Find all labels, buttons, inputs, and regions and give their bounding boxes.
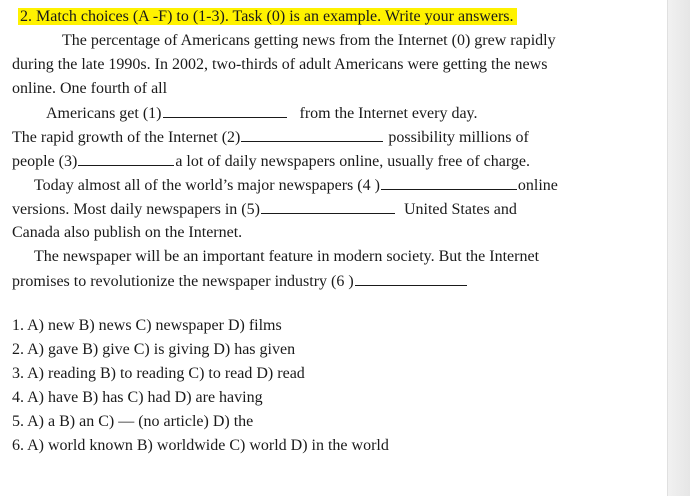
answer-blank-2[interactable] bbox=[241, 127, 383, 142]
paragraph-3-line-1 bbox=[34, 175, 558, 196]
paragraph-2-line-1 bbox=[46, 103, 478, 124]
text-segment: The rapid growth of the Internet (2) bbox=[12, 129, 241, 146]
options-item-2: 2. A) gave B) give C) is giving D) has given bbox=[12, 341, 296, 358]
text-segment: a lot of daily newspapers online, usually free of charge. bbox=[175, 153, 531, 170]
text-segment: United States and bbox=[403, 201, 517, 218]
paragraph-1-line-3: online. One fourth of all bbox=[12, 80, 168, 97]
paragraph-2-line-2 bbox=[12, 127, 529, 148]
text-segment: online bbox=[517, 177, 558, 194]
text-segment: from the Internet every day. bbox=[299, 105, 478, 122]
answer-blank-1[interactable] bbox=[163, 103, 287, 118]
text-segment: possibility millions of bbox=[388, 129, 529, 146]
paragraph-4-line-1: The newspaper will be an important feature in modern society. But the Internet bbox=[34, 248, 540, 265]
options-item-3: 3. A) reading B) to reading C) to read D) read bbox=[12, 365, 305, 382]
task-heading-highlight bbox=[18, 8, 517, 25]
text-segment: promises to revolutionize the newspaper industry (6 ) bbox=[12, 273, 354, 290]
answer-blank-4[interactable] bbox=[381, 175, 517, 190]
answer-blank-5[interactable] bbox=[261, 199, 395, 214]
task-instruction: Match choices (A -F) to (1-3). Task (0) is an example. Write your answers. bbox=[36, 8, 514, 25]
text-segment: Today almost all of the world’s major newspapers (4 ) bbox=[34, 177, 380, 194]
options-item-6: 6. A) world known B) worldwide C) world D) in the world bbox=[12, 437, 389, 454]
text-segment: people (3) bbox=[12, 153, 78, 170]
task-heading bbox=[18, 7, 517, 27]
paragraph-4-line-2 bbox=[12, 271, 468, 292]
options-item-4: 4. A) have B) has C) had D) are having bbox=[12, 389, 263, 406]
text-segment: versions. Most daily newspapers in (5) bbox=[12, 201, 260, 218]
options-item-1: 1. A) new B) news C) newspaper D) films bbox=[12, 317, 282, 334]
paragraph-1-line-2: during the late 1990s. In 2002, two-thirds of adult Americans were getting the news bbox=[12, 56, 548, 73]
paragraph-2-line-3 bbox=[12, 151, 530, 172]
task-number: 2. bbox=[20, 8, 32, 25]
paragraph-1-line-1: The percentage of Americans getting news from the Internet (0) grew rapidly bbox=[62, 32, 556, 49]
options-item-5: 5. A) a B) an C) — (no article) D) the bbox=[12, 413, 254, 430]
text-segment: Americans get (1) bbox=[46, 105, 162, 122]
answer-blank-6[interactable] bbox=[355, 271, 467, 286]
page-edge bbox=[667, 0, 690, 496]
paragraph-3-line-3: Canada also publish on the Internet. bbox=[12, 224, 243, 241]
answer-blank-3[interactable] bbox=[78, 151, 174, 166]
paragraph-3-line-2 bbox=[12, 199, 517, 220]
